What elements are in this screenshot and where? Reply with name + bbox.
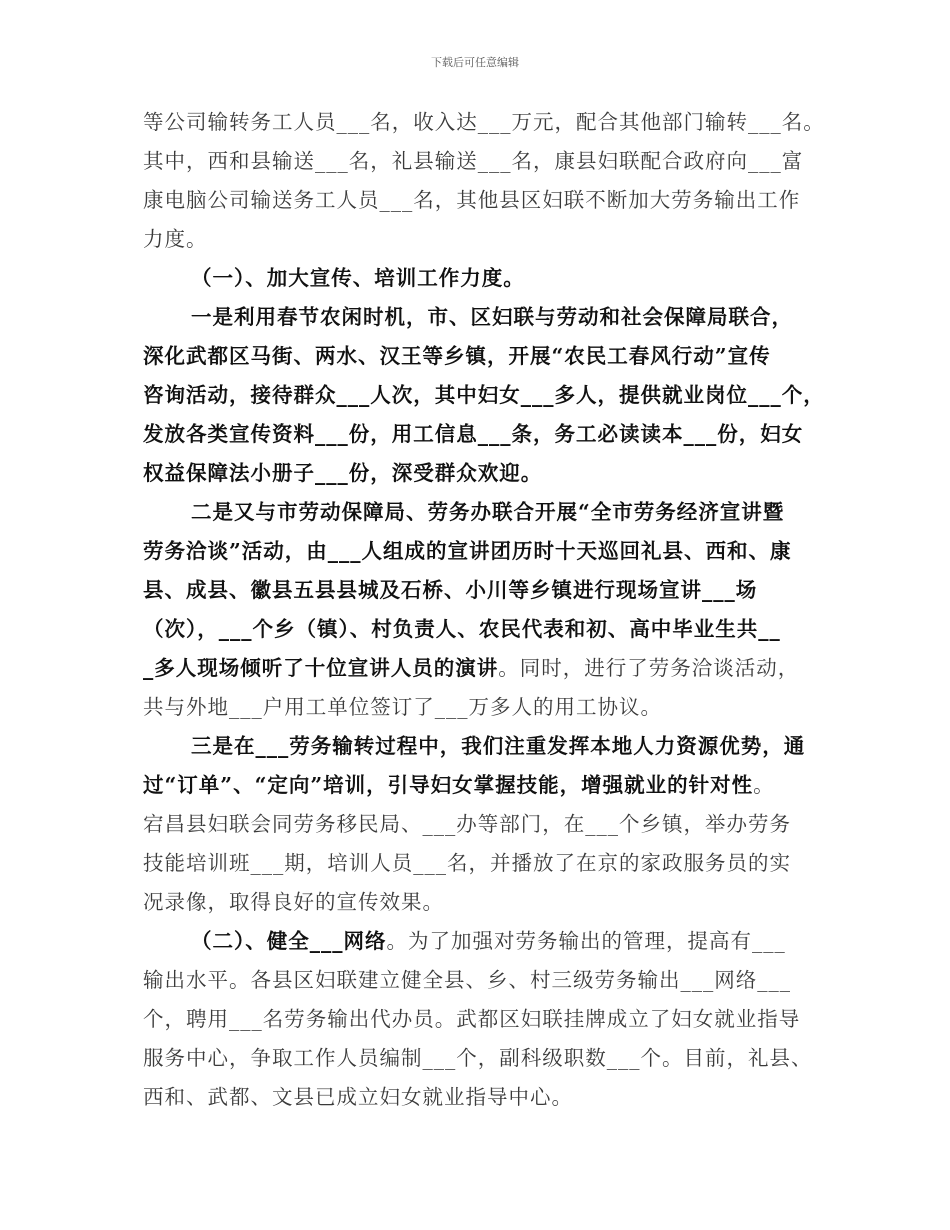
text-line: 输出水平。各县区妇联建立健全县、乡、村三级劳务输出___网络___ (143, 968, 791, 992)
text-line: 权益保障法小册子___份，深受群众欢迎。 (143, 461, 543, 485)
text-line: 西和、武都、文县已成立妇女就业指导中心。 (143, 1085, 573, 1109)
text-line: 康电脑公司输送务工人员___名，其他县区妇联不断加大劳务输出工作 (143, 188, 801, 212)
text-line: 服务中心，争取工作人员编制___个，副科级职数___个。目前，礼县、 (143, 1046, 813, 1070)
page-header: 下载后可任意编辑 (431, 56, 519, 69)
text-line: （次），___个乡（镇）、村负责人、农民代表和初、高中毕业生共__ (143, 617, 781, 641)
text-line: 宕昌县妇联会同劳务移民局、___办等部门，在___个乡镇，举办劳务 (143, 812, 791, 836)
text-line-regular-part: 。为了加强对劳务输出的管理，提高有___ (386, 929, 786, 953)
text-line: 发放各类宣传资料___份，用工信息___条，务工必读读本___份，妇女 (143, 422, 804, 446)
text-line: 其中，西和县输送___名，礼县输送___名，康县妇联配合政府向___富 (143, 149, 804, 173)
text-line-bold-part: _多人现场倾听了十位宣讲人员的演讲 (143, 656, 499, 680)
text-line: 劳务洽谈”活动，由___人组成的宣讲团历时十天巡回礼县、西和、康 (143, 539, 792, 563)
section-heading-1: （一）、加大宣传、培训工作力度。 (191, 266, 525, 290)
text-line: 力度。 (143, 227, 208, 251)
text-line-regular-part: 。同时，进行了劳务洽谈活动， (498, 656, 800, 680)
text-line: 咨询活动，接待群众___人次，其中妇女___多人，提供就业岗位___个， (143, 383, 825, 407)
text-line: 深化武都区马街、两水、汉王等乡镇，开展“农民工春风行动”宣传 (143, 344, 771, 368)
text-line: 县、成县、徽县五县县城及石桥、小川等乡镇进行现场宣讲___场 (143, 578, 758, 602)
text-line: 个，聘用___名劳务输出代办员。武都区妇联挂牌成立了妇女就业指导 (143, 1007, 801, 1031)
text-line: 等公司输转务工人员___名，收入达___万元，配合其他部门输转___名。 (143, 110, 825, 134)
section-heading-2: （二）、健全___网络 (191, 929, 387, 953)
text-line: 共与外地___户用工单位签订了___万多人的用工协议。 (143, 695, 662, 719)
text-line: 况录像，取得良好的宣传效果。 (143, 890, 444, 914)
text-line: 三是在___劳务输转过程中，我们注重发挥本地人力资源优势，通 (191, 734, 806, 758)
text-line: 一是利用春节农闲时机，市、区妇联与劳动和社会保障局联合， (191, 305, 793, 329)
text-line: 二是又与市劳动保障局、劳务办联合开展“全市劳务经济宣讲暨 (191, 500, 785, 524)
text-line: 技能培训班___期，培训人员___名，并播放了在京的家政服务员的实 (143, 851, 791, 875)
text-line-bold-part: 过“订单”、“定向”培训，引导妇女掌握技能，增强就业的针对性 (143, 773, 754, 797)
text-line-regular-part: 。 (753, 773, 775, 797)
